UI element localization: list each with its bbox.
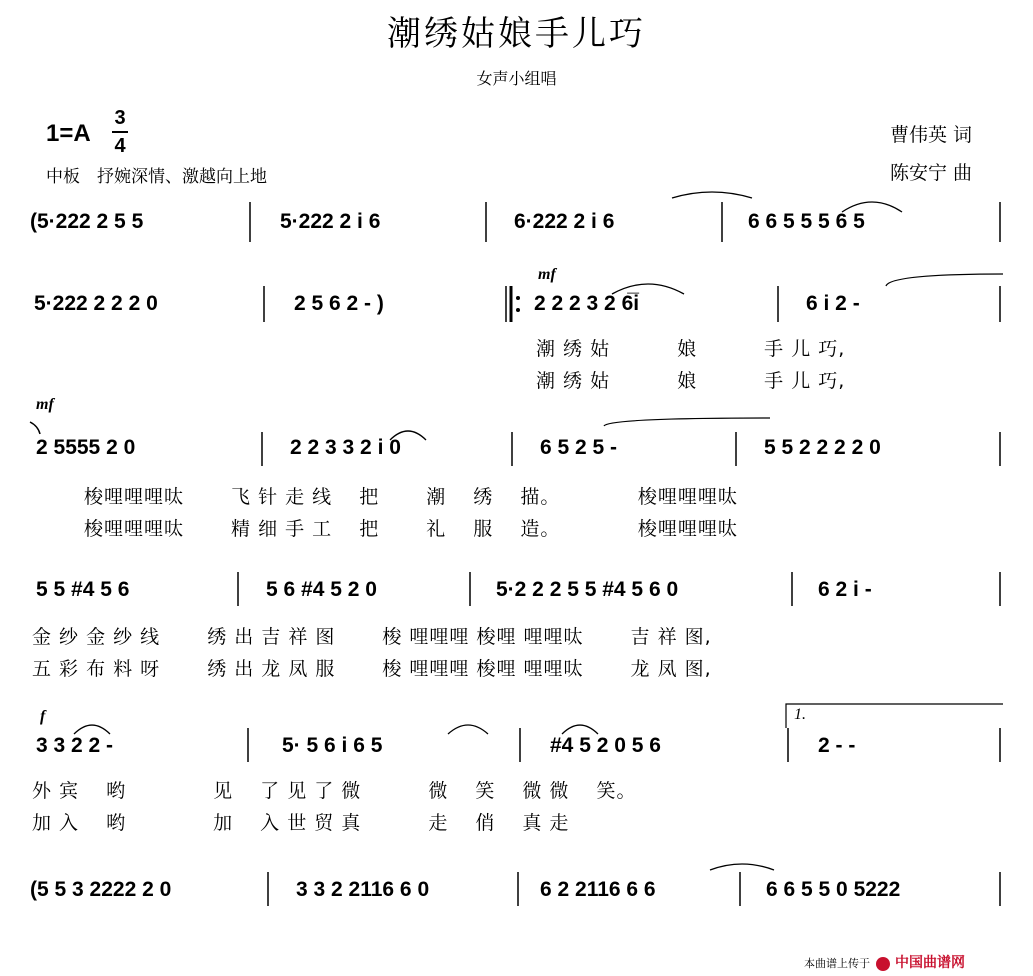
lyricist-credit: 曹伟英 词 [890, 124, 973, 146]
measure-group: #4 5 2 0 5 6 [550, 734, 661, 757]
lyric-verse-2: 潮 绣 姑 娘 手 儿 巧, [536, 370, 846, 392]
dynamic-mark: mf [538, 266, 556, 283]
measure-group: 2 2 3 3 2 i 0 [290, 436, 401, 459]
measure-group: 5·2 2 2 5 5 #4 5 6 0 [496, 578, 679, 601]
score-system-4 [0, 566, 1033, 686]
measure-group: 3 3 2 2116 6 0 [296, 878, 430, 901]
site-brand[interactable]: 中国曲谱网 [895, 955, 965, 971]
fraction-bar [112, 131, 128, 133]
lyric-verse-2: 五 彩 布 料 呀 绣 出 龙 凤 服 梭 哩哩哩 梭哩 哩哩呔 龙 凤 图, [32, 658, 712, 680]
volta-bracket-label: 1. [794, 706, 806, 723]
dynamic-mark: mf [36, 396, 54, 413]
score-system-3 [0, 396, 1033, 546]
measure-group: 5·222 2 2 2 0 [34, 292, 158, 315]
score-system-6 [0, 860, 1033, 930]
time-bottom: 4 [114, 135, 126, 157]
composer-credit: 陈安宁 曲 [890, 162, 973, 184]
measure-group: 5 5 #4 5 6 [36, 578, 130, 601]
score-system-2 [0, 266, 1033, 392]
song-subtitle: 女声小组唱 [476, 69, 557, 88]
measure-group: 5 5 2 2 2 2 0 [764, 436, 881, 459]
lyric-verse-1: 潮 绣 姑 娘 手 儿 巧, [536, 338, 846, 360]
time-top: 3 [114, 107, 126, 129]
lyric-verse-1: 金 纱 金 纱 线 绣 出 吉 祥 图 梭 哩哩哩 梭哩 哩哩呔 吉 祥 图, [32, 626, 712, 648]
measure-group: 6·222 2 i 6 [514, 210, 615, 233]
score-system-1 [0, 190, 1033, 280]
measure-group: 6 2 2116 6 6 [540, 878, 656, 901]
measure-group: 2 2 2 3 2 6̅i [534, 292, 640, 315]
measure-group: 2 5555 2 0 [36, 436, 136, 459]
key-signature: 1=A [46, 120, 91, 147]
barlines-2 [0, 272, 1033, 392]
measure-group: 6 i 2 - [806, 292, 860, 315]
measure-group: 6 6 5 5 5 6 5 [748, 210, 865, 233]
site-logo-icon [876, 957, 890, 971]
measure-group: 5· 5 6 i 6 5 [282, 734, 383, 757]
song-title: 潮绣姑娘手儿巧 [387, 14, 646, 54]
upload-footer [804, 952, 965, 972]
measure-group: 6 6 5 5 0 5222 [766, 878, 901, 901]
time-signature [112, 106, 128, 158]
lyric-verse-1: 外 宾 哟 见 了 见 了 微 微 笑 微 微 笑。 [32, 780, 637, 802]
score-system-5 [0, 700, 1033, 840]
measure-group: 6 2 i - [818, 578, 872, 601]
measure-group: 5 6 #4 5 2 0 [266, 578, 377, 601]
measure-group: 2 - - [818, 734, 856, 757]
lyric-verse-2: 加 入 哟 加 入 世 贸 真 走 俏 真 走 [32, 812, 570, 834]
footer-text: 本曲谱上传于 [804, 957, 870, 970]
measure-group: 2 5 6 2 - ) [294, 292, 384, 315]
barlines-1 [0, 190, 1033, 280]
lyric-verse-1: 梭哩哩哩呔 飞 针 走 线 把 潮 绣 描。 梭哩哩哩呔 [84, 486, 738, 508]
dynamic-mark: f [40, 708, 46, 725]
measure-group: (5·222 2 5 5 [30, 210, 144, 233]
lyric-verse-2: 梭哩哩哩呔 精 细 手 工 把 礼 服 造。 梭哩哩哩呔 [84, 518, 738, 540]
measure-group: 3 3 2 2 - [36, 734, 114, 757]
tempo-marking: 中板 抒婉深情、激越向上地 [46, 167, 267, 187]
measure-group: 5·222 2 i 6 [280, 210, 381, 233]
measure-group: (5 5 3 2222 2 0 [30, 878, 172, 901]
measure-group: 6 5 2 5 - [540, 436, 618, 459]
